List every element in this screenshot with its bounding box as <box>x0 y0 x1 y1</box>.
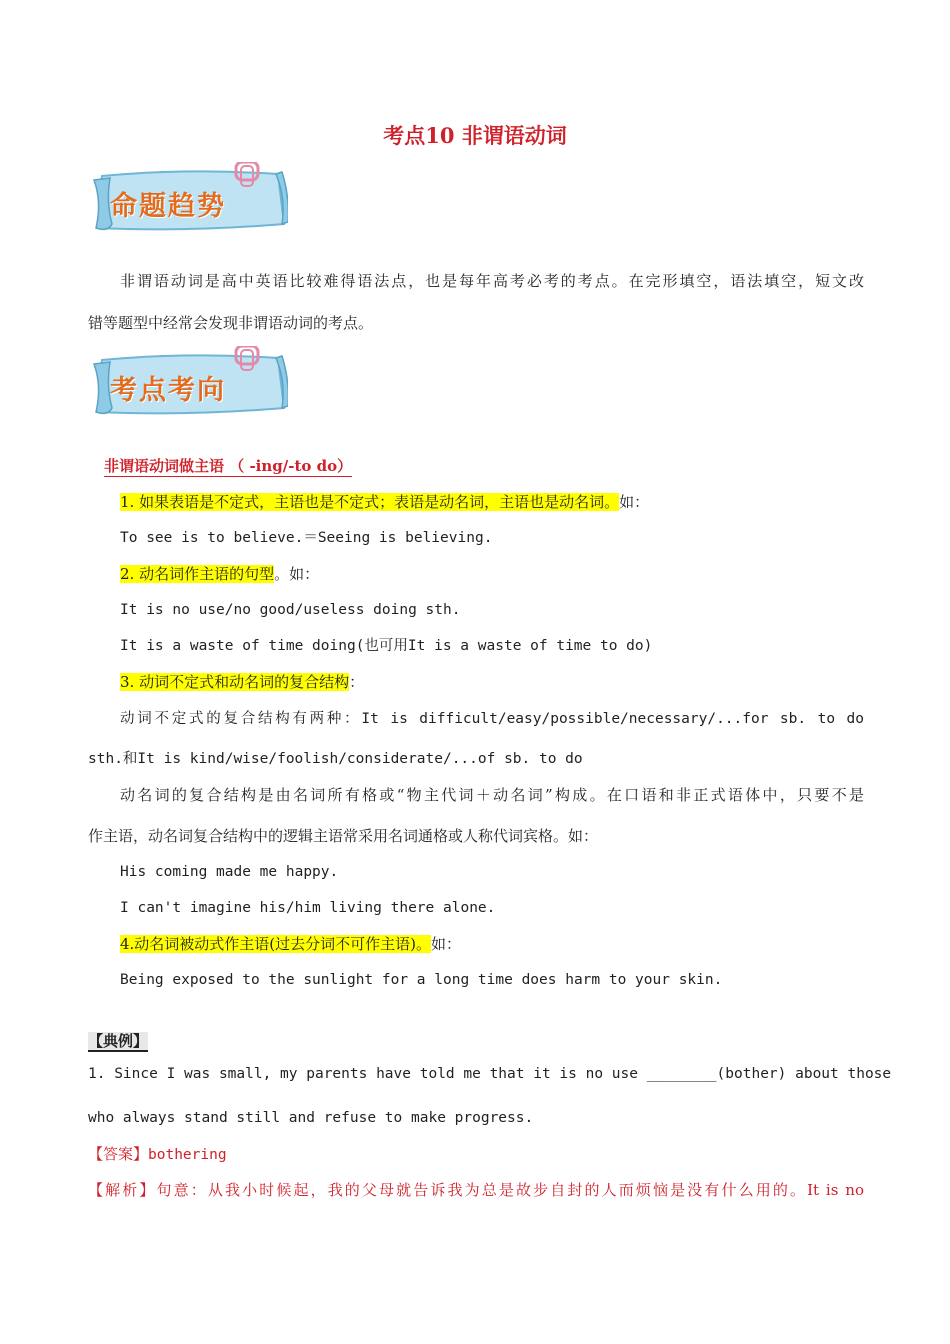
rule-1 <box>120 491 649 513</box>
rule-3-highlight: 3. 动词不定式和动名词的复合结构 <box>120 673 350 691</box>
rule-3 <box>120 671 364 693</box>
rule-2 <box>120 563 319 585</box>
example-1: To see is to believe.＝Seeing is believing. <box>120 530 493 546</box>
rule-2-highlight: 2. 动名词作主语的句型 <box>120 565 275 583</box>
infinitive-compound-line-2: sth.和It is kind/wise/foolish/considerate/...of sb. to do <box>88 751 583 767</box>
rule-4-tail: 如： <box>431 935 462 953</box>
page-title: 考点10 非谓语动词 <box>383 123 567 148</box>
banner-trend-text: 命题趋势 <box>110 191 226 222</box>
example-4: Being exposed to the sunlight for a long time does harm to your skin. <box>120 972 723 988</box>
rule-2-tail: 。如： <box>274 565 320 583</box>
answer-line <box>88 1143 227 1166</box>
rule-1-tail: 如： <box>619 493 650 511</box>
answer-label: 【答案】 <box>88 1145 149 1163</box>
rule-4 <box>120 933 461 955</box>
section-heading-text: 非谓语动词做主语 （ -ing/-to do） <box>104 457 353 475</box>
question-1-line-2: who always stand still and refuse to make progress. <box>88 1110 534 1126</box>
example-tag: 【典例】 <box>88 1032 149 1050</box>
answer-value: bothering <box>148 1147 227 1163</box>
analysis-text: 句意：从我小时候起，我的父母就告诉我为总是故步自封的人而烦恼是没有什么用的。It is no <box>156 1181 864 1199</box>
analysis-line <box>88 1179 864 1200</box>
gerund-compound-line-2: 作主语，动名词复合结构中的逻辑主语常采用名词通格或人称代词宾格。如： <box>88 827 599 845</box>
banner-trend <box>88 162 288 240</box>
section-heading <box>104 455 352 477</box>
rule-4-highlight: 4.动名词被动式作主语(过去分词不可作主语)。 <box>120 935 432 953</box>
example-3b: I can't imagine his/him living there alone. <box>120 900 496 916</box>
example-tag-line <box>88 1030 148 1052</box>
infinitive-compound-line-1: 动词不定式的复合结构有两种：It is difficult/easy/possible/necessary/...for sb. to do <box>120 711 864 727</box>
intro-line-2: 错等题型中经常会发现非谓语动词的考点。 <box>88 314 374 332</box>
banner-points <box>88 346 288 424</box>
example-2b: It is a waste of time doing(也可用It is a waste of time to do) <box>120 638 653 654</box>
banner-points-text: 考点考向 <box>110 375 226 406</box>
question-1-line-1: 1. Since I was small, my parents have told me that it is no use ________(bother) about those <box>88 1066 892 1082</box>
example-3a: His coming made me happy. <box>120 864 339 880</box>
intro-line-1: 非谓语动词是高中英语比较难得语法点，也是每年高考必考的考点。在完形填空，语法填空，短文改 <box>120 272 864 290</box>
analysis-label: 【解析】 <box>88 1181 157 1199</box>
rule-1-highlight: 1. 如果表语是不定式，主语也是不定式；表语是动名词，主语也是动名词。 <box>120 493 620 511</box>
example-2a: It is no use/no good/useless doing sth. <box>120 602 461 618</box>
rule-3-tail: ： <box>349 673 365 691</box>
gerund-compound-line-1: 动名词的复合结构是由名词所有格或“物主代词＋动名词”构成。在口语和非正式语体中，只要不是 <box>120 786 864 804</box>
